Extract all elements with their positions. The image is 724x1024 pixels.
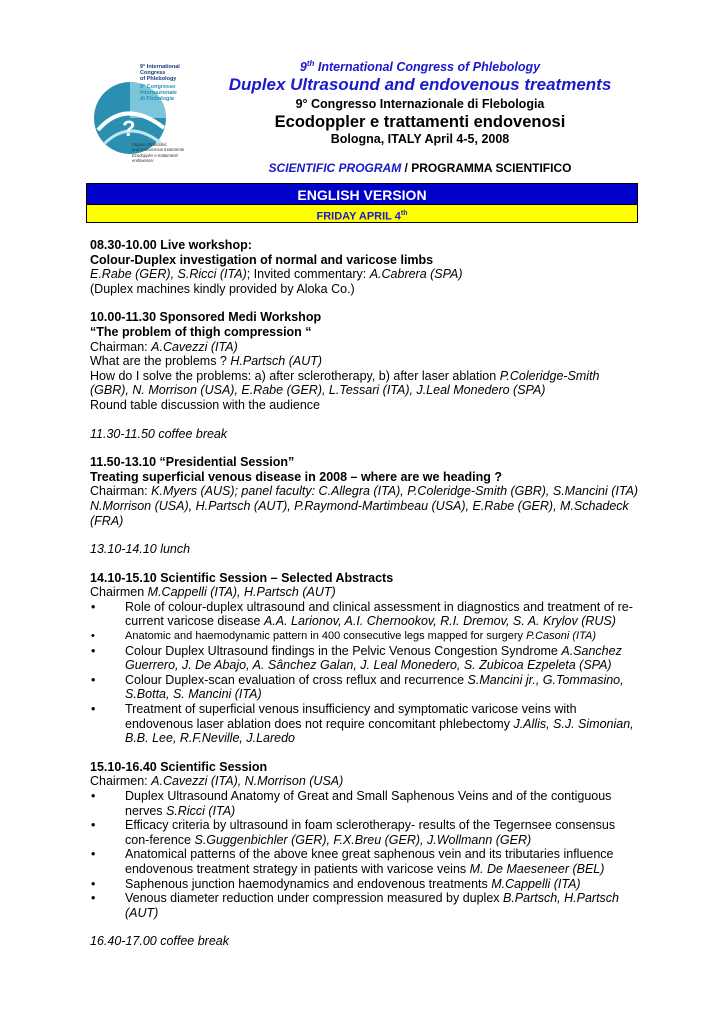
list-item: • Anatomic and haemodynamic pattern in 400 consecutive legs mapped for surgery P.Casoni (ITA) (125, 629, 640, 644)
logo-line: Congress (140, 70, 166, 76)
logo-line: di Flebologia (140, 96, 174, 102)
congress-italian: 9° Congresso Internazionale di Flebologia (295, 97, 545, 112)
list-item: • Anatomical patterns of the above knee great saphenous vein and its tributaries influence endovenous treatment strategy in patients with varicose veins M. De Maeseneer (BEL) (125, 847, 640, 876)
list-item: • Saphenous junction haemodynamics and endovenous treatments M.Cappelli (ITA) (125, 877, 640, 892)
lunch-break: 13.10-14.10 lunch (90, 542, 191, 557)
program-heading: SCIENTIFIC PROGRAM / PROGRAMMA SCIENTIFICO (268, 161, 572, 176)
list-item: • Duplex Ultrasound Anatomy of Great and Small Saphenous Veins and of the contiguous nerves S.Ricci (ITA) (125, 789, 640, 818)
coffee-break: 11.30-11.50 coffee break (90, 426, 228, 441)
list-item: • Venous diameter reduction under compression measured by duplex B.Partsch, H.Partsch (AUT) (125, 891, 640, 920)
logo-sub: Duplex Ultrasound (132, 142, 167, 147)
version-banner: ENGLISH VERSION (86, 183, 638, 205)
title-italian: Ecodoppler e trattamenti endovenosi (274, 113, 566, 132)
session-live-workshop: 08.30-10.00 Live workshop: Colour-Duplex investigation of normal and varicose limbs E.Rabe (GER), S.Ricci (ITA); Invited commentary: A.Cabrera (SPA) (Duplex machines kindly provided by Aloka Co.) (90, 238, 463, 296)
logo-sub: endovenosi (132, 158, 154, 163)
logo-line: 9° Congresso (140, 84, 176, 90)
location-date: Bologna, ITALY April 4-5, 2008 (330, 132, 510, 147)
coffee-break-afternoon: 16.40-17.00 coffee break (90, 934, 229, 949)
title-english: Duplex Ultrasound and endovenous treatments (228, 75, 612, 95)
logo-sub: Ecodoppler e trattamenti (132, 153, 178, 158)
logo-line: of Phlebology (140, 76, 177, 82)
list-item: • Role of colour-duplex ultrasound and clinical assessment in diagnostics and treatment of re-current varicose disease A.A. Larionov, A.I. Chernookov, R.I. Dremov, S. A. Krylov (RUS) (125, 600, 640, 629)
list-item: • Efficacy criteria by ultrasound in foam sclerotherapy- results of the Tegernsee consensus con-ference S.Guggenbichler (GER), F.X.Breu (GER), J.Wollmann (GER) (125, 818, 640, 847)
document-header (200, 56, 640, 176)
svg-text:?: ? (122, 116, 136, 141)
session-medi-workshop: 10.00-11.30 Sponsored Medi Workshop “The problem of thigh compression “ Chairman: A.Cavezzi (ITA) What are the problems ? H.Partsch (AUT) How do I solve the problems: a) after sclerotherapy, b) after laser ablation P.Coleridge-Smith (GBR), N. Morrison (USA), E.Rabe (GER), L.Tessari (ITA), J.Leal Monedero (SPA) Round table discussion with the audience (90, 310, 600, 412)
list-item: • Colour Duplex Ultrasound findings in the Pelvic Venous Congestion Syndrome A.Sanchez Guerrero, J. De Abajo, A. Sânchez Galan, J. Leal Monedero, S. Zubicoa Ezpeleta (SPA) (125, 644, 640, 673)
session-presidential: 11.50-13.10 “Presidential Session” Treating superficial venous disease in 2008 – where are we heading ? Chairman: K.Myers (AUS); panel faculty: C.Allegra (ITA), P.Coleridge-Smith (GBR), S.Mancini (ITA) N.Morrison (USA), H.Partsch (AUT), P.Raymond-Martimbeau (USA), E.Rabe (GER), M.Schadeck (FRA) (90, 455, 639, 528)
logo-line: 9° International (140, 64, 180, 70)
congress-edition: 9th International Congress of Phlebology (299, 59, 541, 75)
list-item: • Treatment of superficial venous insufficiency and symptomatic varicose veins with endovenous laser ablation does not require concomitant phlebectomy J.Allis, S.J. Simonian, B.B. Lee, R.F.Neville, J.Laredo (125, 702, 640, 746)
logo-line: Internazionale (140, 90, 177, 96)
logo-sub: and endovenous treatments (132, 147, 184, 152)
session-scientific: 15.10-16.40 Scientific Session Chairmen: A.Cavezzi (ITA), N.Morrison (USA) • Duplex Ultrasound Anatomy of Great and Small Saphenous Veins and of the contiguous nerves S.Ricci (ITA) • Efficacy criteria by ultrasound in foam sclerotherapy- results of the Tegernsee consensus con-ference S.Guggenbichler (GER), F.X.Breu (GER), J.Wollmann (GER) • Anatomical patterns of the above knee great saphenous vein and its tributaries influence endovenous treatment strategy in patients with varicose veins M. De Maeseneer (BEL) • Saphenous junction haemodynamics and endovenous treatments M.Cappelli (ITA) • Venous diameter reduction under compression measured by duplex B.Partsch, H.Partsch (AUT) (90, 760, 640, 921)
list-item: • Colour Duplex-scan evaluation of cross reflux and recurrence S.Mancini jr., G.Tommasino, S.Botta, S. Mancini (ITA) (125, 673, 640, 702)
congress-logo (86, 58, 198, 170)
program-content (90, 238, 640, 963)
session-selected-abstracts: 14.10-15.10 Scientific Session – Selected Abstracts Chairmen M.Cappelli (ITA), H.Partsch (AUT) • Role of colour-duplex ultrasound and clinical assessment in diagnostics and treatment of re-current varicose disease A.A. Larionov, A.I. Chernookov, R.I. Dremov, S. A. Krylov (RUS) • Anatomic and haemodynamic pattern in 400 consecutive legs mapped for surgery P.Casoni (ITA) • Colour Duplex Ultrasound findings in the Pelvic Venous Congestion Syndrome A.Sanchez Guerrero, J. De Abajo, A. Sânchez Galan, J. Leal Monedero, S. Zubicoa Ezpeleta (SPA) • Colour Duplex-scan evaluation of cross reflux and recurrence S.Mancini jr., G.Tommasino, S.Botta, S. Mancini (ITA) • Treatment of superficial venous insufficiency and symptomatic varicose veins with endovenous laser ablation does not require concomitant phlebectomy J.Allis, S.J. Simonian, B.B. Lee, R.F.Neville, J.Laredo (90, 571, 640, 746)
day-banner: FRIDAY APRIL 4th (86, 205, 638, 223)
